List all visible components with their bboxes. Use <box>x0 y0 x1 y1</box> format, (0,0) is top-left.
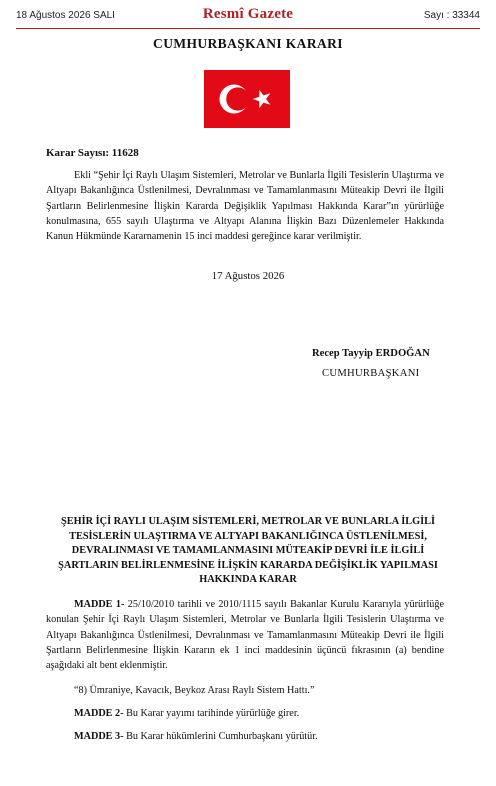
header-divider <box>16 28 480 29</box>
article-3-text: Bu Karar hükümlerini Cumhurbaşkanı yürütür. <box>123 731 318 742</box>
annex-title: ŞEHİR İÇİ RAYLI ULAŞIM SİSTEMLERİ, METROLAR VE BUNLARLA İLGİLİ TESİSLERİN ULAŞTIRMA VE ALTYAPI BAKANLIĞINCA ÜSTLENİLMESİ, DEVRALINMASI VE TAMAMLANMASINI MÜTEAKİP DEVRİ İLE İLGİLİ ŞARTLARIN BELİRLENMESİNE İLİŞKİN KARARDA DEĞİŞİKLİK YAPILMASI HAKKINDA KARAR <box>58 516 438 586</box>
signer-name: Recep Tayyip ERDOĞAN <box>312 348 430 359</box>
article-2 <box>74 706 299 721</box>
issue-date: 18 Ağustos 2026 SALI <box>16 10 115 21</box>
article-2-text: Bu Karar yayımı tarihinde yürürlüğe girer. <box>123 708 300 719</box>
article-2-label: MADDE 2- <box>74 708 124 719</box>
decision-paragraph: Ekli “Şehir İçi Raylı Ulaşım Sistemleri, Metrolar ve Bunlarla İlgili Tesislerin Ulaştırma ve Altyapı Bakanlığınca Üstlenilmesi, Devralınması ve Tamamlanmasını Müteakip Devri ile İlgili Şartların Belirlenmesine İlişkin Kararda Değişiklik Yapılması Hakkında Karar”ın yürürlüğe konulmasına, 655 sayılı Ulaştırma ve Altyapı Alanına İlişkin Bazı Düzenlemeler Hakkında Kanun Hükmünde Kararnamenin 15 inci maddesi gereğince karar verilmiştir. <box>46 170 444 243</box>
gazette-header <box>16 6 480 28</box>
added-item: “8) Ümraniye, Kavacık, Beykoz Arası Raylı Sistem Hattı.” <box>74 685 315 696</box>
article-1-text: 25/10/2010 tarihli ve 2010/1115 sayılı Bakanlar Kurulu Kararıyla yürürlüğe konulan Şehir İçi Raylı Ulaşım Sistemleri, Metrolar ve Bunlarla İlgili Tesislerin Ulaştırma ve Altyapı Bakanlığınca Üstlenilmesi, Devralınması ve Tamamlanmasını Müteakip Devri ile İlgili Şartların Belirlenmesine İlişkin Kararın ek 1 inci maddesinin üçüncü fıkrasının (a) bendine aşağıdaki alt bent eklenmiştir. <box>46 599 445 672</box>
issue-number: Sayı : 33344 <box>423 10 480 21</box>
turkish-flag-icon <box>204 70 290 128</box>
article-3-label: MADDE 3- <box>74 731 124 742</box>
decision-number: Karar Sayısı: 11628 <box>46 147 139 159</box>
signer-title: CUMHURBAŞKANI <box>322 368 420 379</box>
gazette-name: Resmî Gazete <box>202 6 294 22</box>
decision-date: 17 Ağustos 2026 <box>211 270 285 282</box>
article-3 <box>74 729 318 744</box>
page-title: CUMHURBAŞKANI KARARI <box>153 36 343 51</box>
article-1-label: MADDE 1- <box>74 599 125 610</box>
article-1 <box>46 597 444 673</box>
